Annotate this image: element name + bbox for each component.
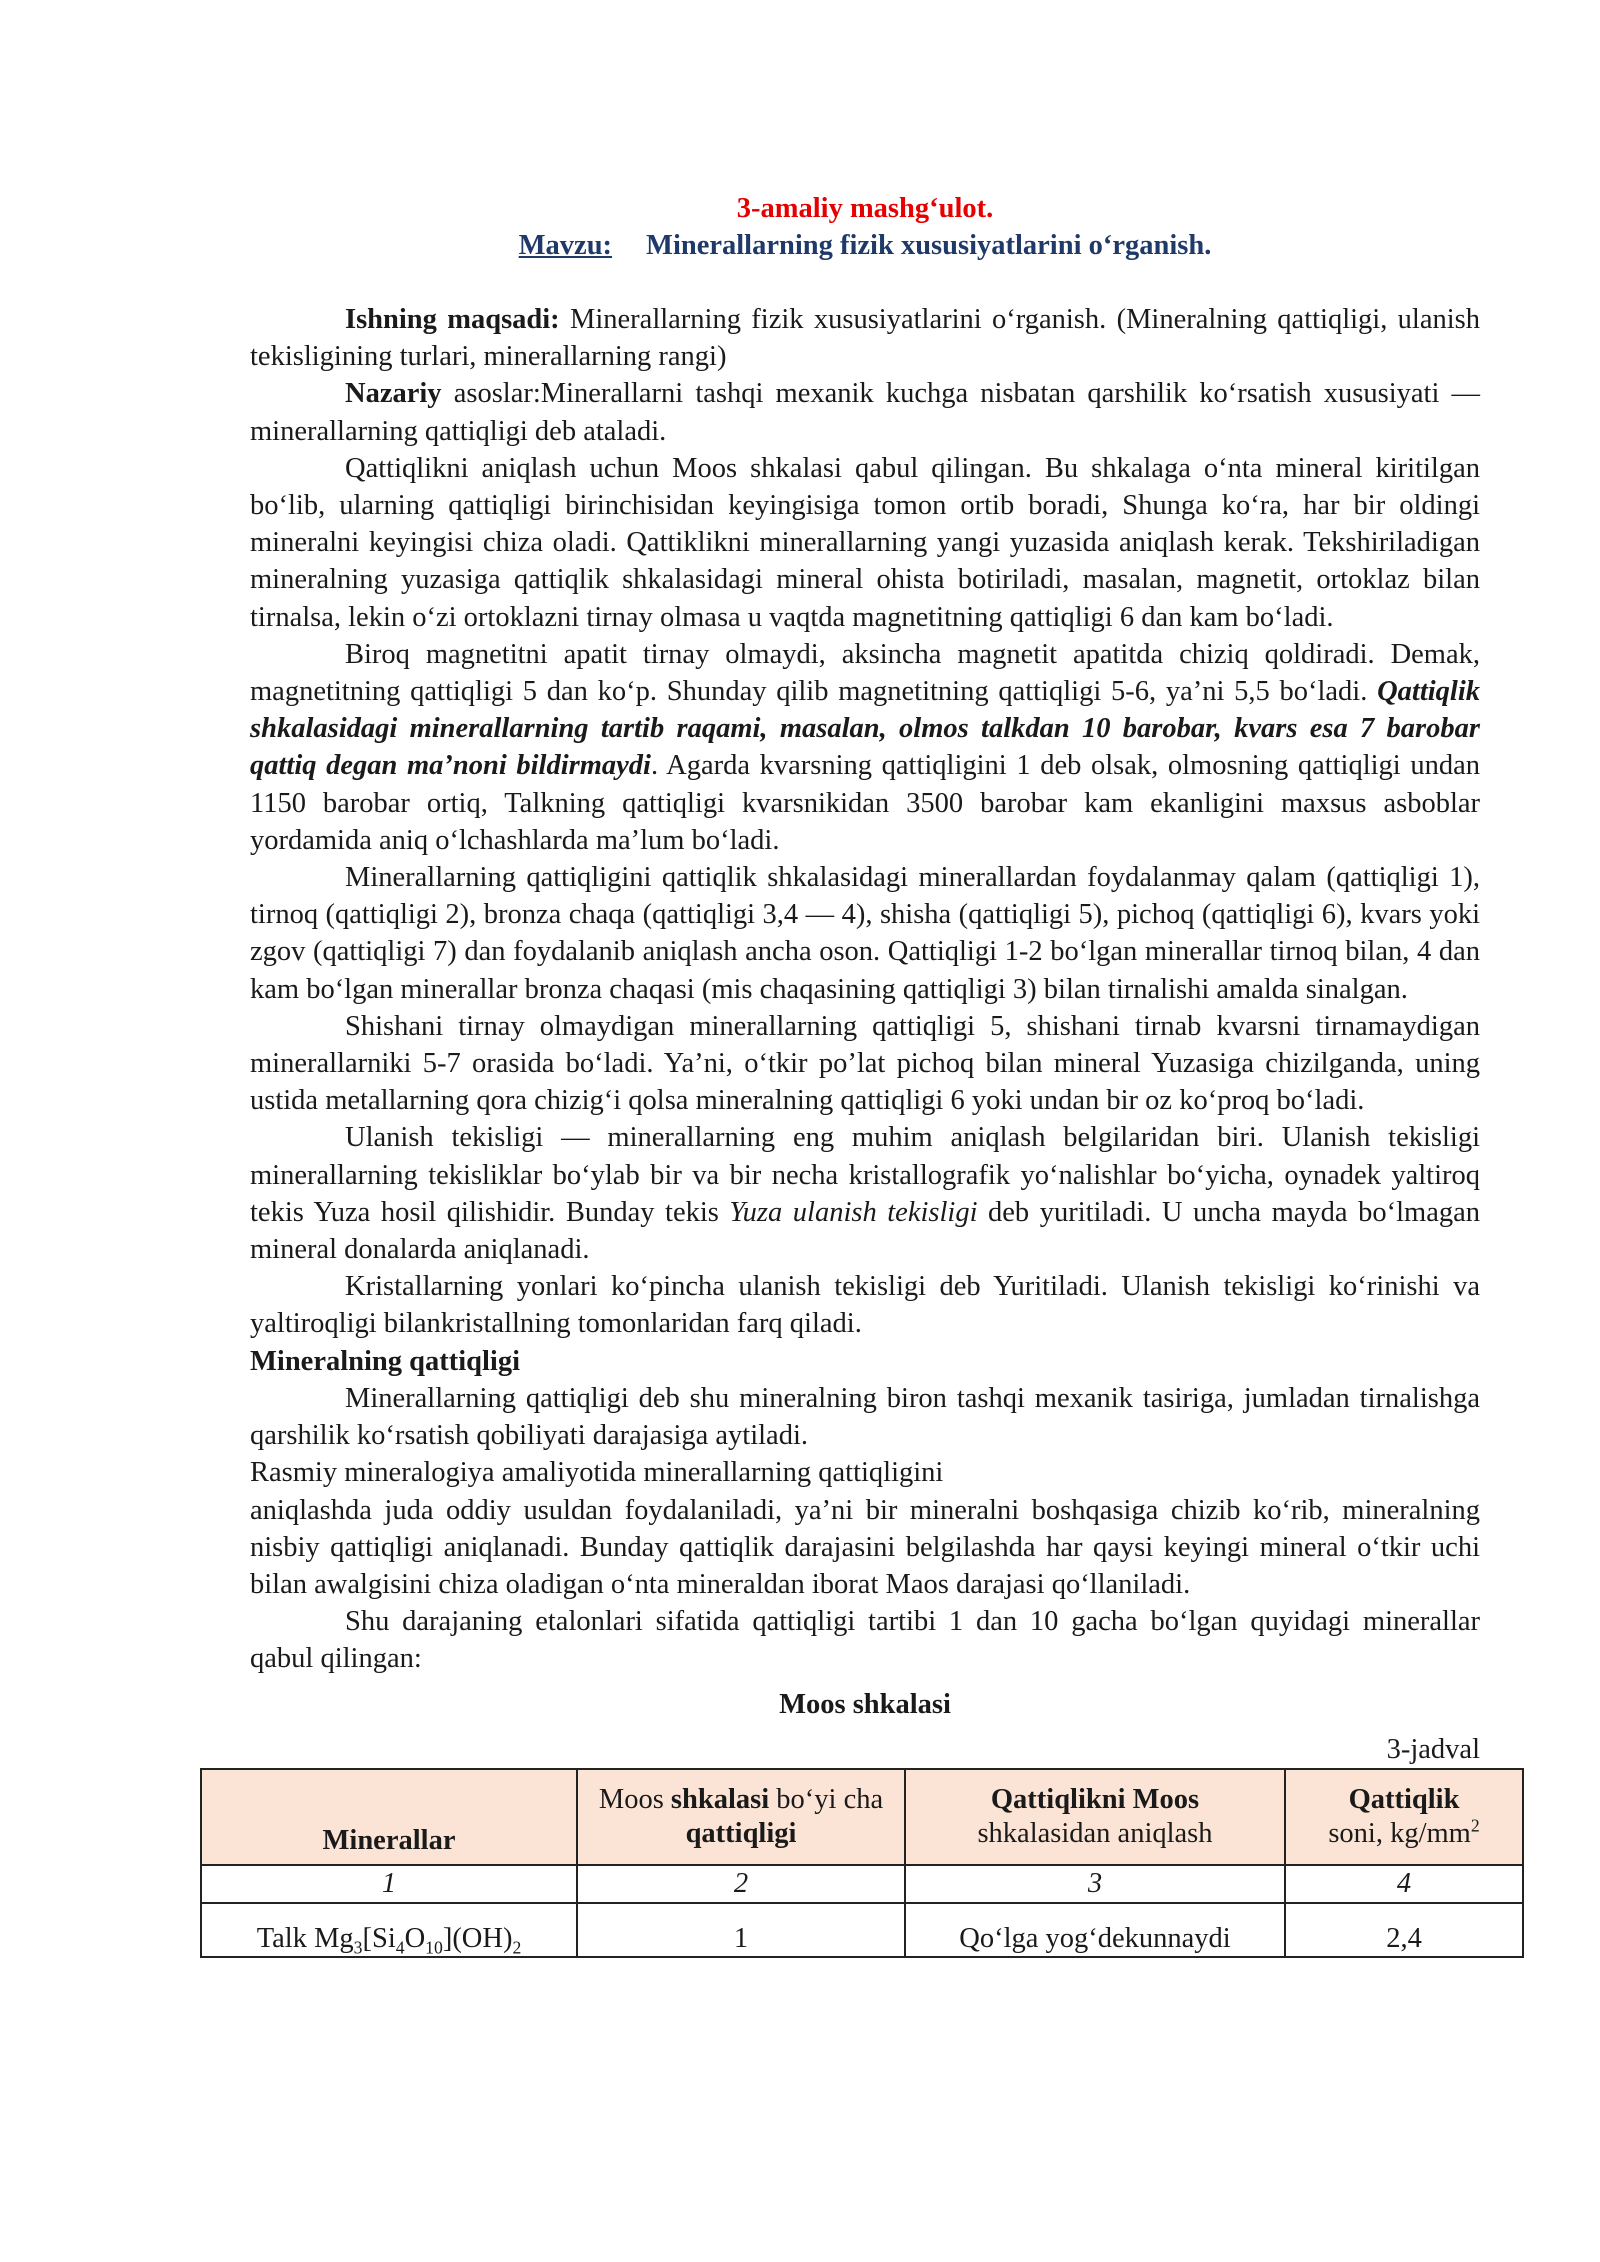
table-title: Moos shkalasi <box>779 1688 951 1720</box>
document-page <box>250 190 1480 1958</box>
goal-label: Ishning maqsadi: <box>345 304 560 335</box>
table-caption: 3-jadval <box>1386 1733 1480 1765</box>
number-cell: 2,4 <box>1285 1903 1523 1957</box>
paragraph-tools: Minerallarning qattiqligini qattiqlik shkalasidagi minerallardan foydalanmay qalam (qattiqligi 1), tirnoq (qattiqligi 2), bronza chaqa (qattiqligi 3,4 — 4), shisha (qattiqligi 5), pichoq (qattiqligi 6), kvars yoki zgov (qattiqligi 7) dan foydalanib aniqlash ancha oson. Qattiqligi 1-2 bo‘lgan minerallar tirnoq bilan, 4 dan kam bo‘lgan minerallar bronza chaqasi (mis chaqasining qattiqligi 3) bilan tirnalishi amalda sinalgan. <box>250 862 1480 1005</box>
table-cell: 4 <box>1285 1865 1523 1903</box>
moos-table <box>200 1768 1524 1958</box>
paragraph-magnetite <box>250 636 1480 859</box>
header-hardness-number: Qattiqlik soni, $kg/mm^2$ <box>1285 1769 1523 1865</box>
lesson-subject <box>250 227 1480 264</box>
magnetite-text-a: Biroq magnetitni apatit tirnay olmaydi, aksincha magnetit apatitda chiziq qoldiradi. Demak, magnetitning qattiqligi 5 dan ko‘p. Shunday qilib magnetitning qattiqligi 5-6, ya’ni 5,5 bo‘ladi. <box>250 638 1480 708</box>
spacer <box>250 264 1480 301</box>
moos-cell: 1 <box>577 1903 905 1957</box>
goal-text: Minerallarning fizik xususiyatlarini o‘rganish. (Mineralning qattiqligi, ulanish tekisligining turlari, minerallarning rangi) <box>250 304 1480 373</box>
theory-text: asoslar:Minerallarni tashqi mexanik kuchga nisbatan qarshilik ko‘rsatish xususiyati — minerallarning qattiqligi deb ataladi. <box>250 378 1480 447</box>
paragraph-official-line: Rasmiy mineralogiya amaliyotida minerallarning qattiqligini <box>250 1457 944 1489</box>
paragraph-glass: Shishani tirnay olmaydigan minerallarning qattiqligi 5, shishani tirnab kvarsni tirnamaydigan minerallarniki 5-7 orasida bo‘ladi. Ya’ni, o‘tkir po’lat pichoq bilan mineral Yuzasiga chizilganda, uning ustida metallarning qora chizig‘i qolsa mineralning qattiqligi 6 yoki undan bir oz ko‘proq bo‘ladi. <box>250 1010 1480 1117</box>
table-cell: 1 <box>201 1865 577 1903</box>
cleavage-text-a: Ulanish tekisligi — minerallarning eng muhim aniqlash belgilaridan biri. Ulanish tekisligi minerallarning tekisliklar bo‘ylab bir va bir necha kristallografik yo‘nalishlar bo‘yicha, oynadek yaltiroq tekis Yuza hosil qilishidir. Bunday tekis <box>250 1122 1480 1228</box>
table-header-row <box>201 1769 1523 1865</box>
paragraph-goal <box>250 301 1480 375</box>
paragraph-crystals: Kristallarning yonlari ko‘pincha ulanish tekisligi deb Yuritiladi. Ulanish tekisligi ko‘rinishi va yaltiroqligi bilankristallning tomonlaridan farq qiladi. <box>250 1271 1480 1340</box>
lesson-title: 3-amaliy mashg‘ulot. <box>736 193 994 224</box>
paragraph-hardness-def: Minerallarning qattiqligi deb shu mineralning biron tashqi mexanik tasiriga, jumladan tirnalishga qarshilik ko‘rsatish qobiliyati darajasiga aytiladi. <box>250 1382 1480 1452</box>
header-method: Qattiqlikni Moos shkalasidan aniqlash <box>905 1769 1285 1865</box>
table-cell: 2 <box>577 1865 905 1903</box>
subject-label: Mavzu: <box>518 230 613 261</box>
method-cell: Qo‘lga yog‘dekunnaydi <box>905 1903 1285 1957</box>
header-minerals: Minerallar <box>201 1769 577 1865</box>
table-index-row <box>201 1865 1523 1903</box>
paragraph-cleavage <box>250 1119 1480 1268</box>
table-row <box>201 1903 1523 1957</box>
paragraph-moos-intro: Qattiqlikni aniqlash uchun Moos shkalasi qabul qilingan. Bu shkalaga o‘nta mineral kiritilgan bo‘lib, ularning qattiqligi birinchisidan keyingisiga tomon ortib boradi, Shunga ko‘ra, har bir oldingi mineralni keyingisi chiza oladi. Qattiklikni minerallarning yangi yuzasida aniqlash kerak. Tekshiriladigan mineralning yuzasiga qattiqlik shkalasidagi mineral ohista botiriladi, masalan, magnetit, ortoklaz bilan tirnalsa, lekin o‘zi ortoklazni tirnay olmasa u vaqtda magnetitning qattiqligi 6 dan kam bo‘ladi. <box>250 452 1480 633</box>
magnetite-text-b: . Agarda kvarsning qattiqligini 1 deb olsak, olmosning qattiqligi undan 1150 barobar ortiq, Talkning qattiqligi kvarsnikidan 3500 barobar kam ekanligini maxsus asboblar yordamida aniq o‘lchashlarda ma’lum bo‘ladi. <box>250 750 1480 856</box>
paragraph-theory <box>250 375 1480 449</box>
cleavage-emphasis: Yuza ulanish tekisligi <box>729 1196 978 1228</box>
cleavage-text-b: deb yuritiladi. U uncha mayda bo‘lmagan mineral donalarda aniqlanadi. <box>250 1196 1480 1266</box>
magnetite-emphasis: Qattiqlik shkalasidagi minerallarning tartib raqami, masalan, olmos talkdan 10 barobar, kvars esa 7 barobar qattiq degan ma’noni bildirmaydi <box>250 676 1480 782</box>
section-heading: Mineralning qattiqligi <box>250 1345 520 1377</box>
header-moos-hardness: Moos shkalasi bo‘yi cha qattiqligi <box>577 1769 905 1865</box>
subject-text: Minerallarning fizik xususiyatlarini o‘rganish. <box>646 230 1212 261</box>
mineral-cell: Talk $Mg_3[Si_4O_{10}](OH)_2$ <box>201 1903 577 1957</box>
paragraph-standards: Shu darajaning etalonlari sifatida qattiqligi tartibi 1 dan 10 gacha bo‘lgan quyidagi minerallar qabul qilingan: <box>250 1606 1480 1675</box>
table-cell: 3 <box>905 1865 1285 1903</box>
theory-label: Nazariy <box>345 378 442 410</box>
paragraph-official-rest: aniqlashda juda oddiy usuldan foydalaniladi, ya’ni bir mineralni boshqasiga chizib ko‘rib, mineralning nisbiy qattiqligi aniqlanadi. Bunday qattiqlik darajasini belgilashda har qaysi keyingi mineral o‘tkir uchi bilan awalgisini chiza oladigan o‘nta mineraldan iborat Maos darajasi qo‘llaniladi. <box>250 1494 1480 1600</box>
